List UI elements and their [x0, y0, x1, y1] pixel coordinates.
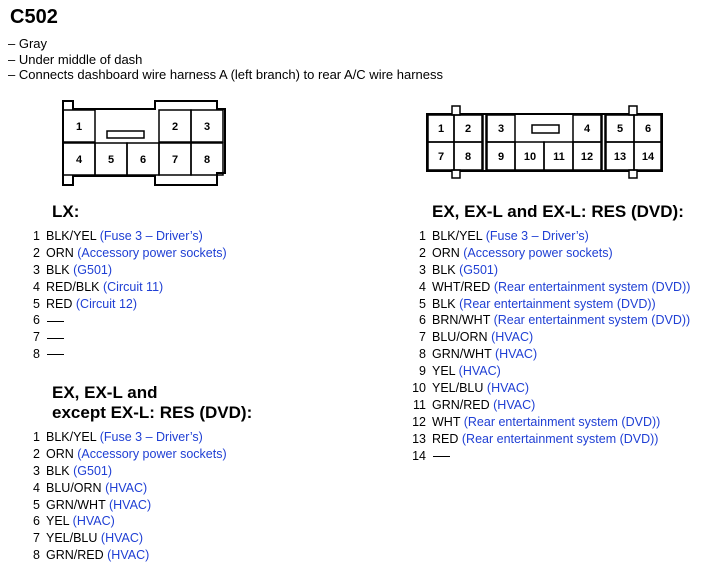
wire-color: YEL/BLU — [46, 531, 98, 546]
pin-number: 6 — [419, 313, 426, 328]
wire-color: BLK/YEL — [432, 229, 483, 243]
wire-color: GRN/RED — [46, 548, 104, 563]
wire-color: BLK — [432, 262, 456, 277]
pin-row — [406, 245, 690, 262]
connector-right-pin: 3 — [497, 123, 505, 135]
wire-color: ORN — [46, 446, 74, 461]
wire-description: (HVAC) — [100, 531, 144, 546]
wire-color: WHT — [432, 414, 461, 429]
connector-right-guide-top-left — [452, 106, 460, 115]
note-location: – Under middle of dash — [8, 51, 143, 67]
pin-list-res — [406, 228, 690, 464]
connector-right-pin: 8 — [464, 151, 472, 163]
connector-right-lock-tab — [532, 125, 559, 133]
pin-number: 2 — [33, 446, 40, 461]
wire-color: BLK/YEL — [46, 229, 97, 243]
unused-pin-dash — [47, 338, 64, 339]
wire-color: YEL/BLU — [432, 381, 484, 396]
wire-color: ORN — [432, 245, 460, 260]
wire-description: (Fuse 3 – Driver’s) — [99, 229, 203, 243]
pin-number: 8 — [419, 347, 426, 362]
pin-row — [32, 329, 227, 346]
page-title: C502 — [10, 6, 58, 28]
wire-description: (Accessory power sockets) — [77, 245, 227, 260]
unused-pin-dash — [47, 354, 64, 355]
pin-row — [406, 296, 690, 313]
connector-right-pin: 5 — [616, 123, 624, 135]
connector-right-pin: 4 — [583, 123, 591, 135]
wire-description: (HVAC) — [491, 330, 534, 345]
pin-number: 2 — [419, 245, 426, 260]
wire-description: (HVAC) — [494, 347, 538, 362]
wire-color: RED/BLK — [46, 279, 100, 294]
pin-row — [406, 262, 690, 279]
wire-description: (HVAC) — [108, 497, 152, 512]
wire-color: BLK/YEL — [46, 430, 97, 444]
connector-right-pin: 12 — [580, 151, 594, 163]
connector-right-pin: 9 — [497, 151, 505, 163]
pin-list-ex — [32, 429, 227, 564]
section-title-ex — [52, 383, 252, 423]
connector-left-pin: 7 — [171, 154, 179, 166]
connector-left-lock-tab — [107, 131, 144, 138]
wire-color: YEL — [46, 514, 70, 529]
pin-number: 7 — [33, 330, 40, 345]
pin-number: 12 — [412, 414, 426, 429]
wire-color: BLU/ORN — [46, 480, 102, 495]
wire-description: (Rear entertainment system (DVD)) — [459, 296, 656, 311]
section-title-ex-line1: EX, EX-L and — [52, 383, 158, 402]
pin-number: 4 — [419, 279, 426, 294]
pin-row — [32, 530, 227, 547]
wire-description: (Accessory power sockets) — [463, 245, 613, 260]
wire-description: (Circuit 12) — [75, 296, 138, 311]
wire-description: (Rear entertainment system (DVD)) — [463, 414, 661, 429]
pin-row — [32, 346, 227, 363]
pin-row — [406, 279, 690, 296]
wire-description: (G501) — [73, 262, 113, 277]
wire-description: (Accessory power sockets) — [77, 446, 227, 461]
pin-row — [406, 329, 690, 346]
wire-color: RED — [46, 296, 73, 311]
pin-number: 9 — [419, 364, 426, 379]
wire-color: BLK — [46, 463, 70, 478]
connector-left-pin: 1 — [75, 121, 83, 133]
connector-right-pin: 11 — [553, 151, 565, 163]
wire-color: YEL — [432, 364, 456, 379]
wire-color: BLK — [432, 296, 456, 311]
pin-row — [406, 380, 690, 397]
connector-left-pin: 4 — [75, 154, 83, 166]
section-title-lx: LX: — [52, 202, 80, 221]
connector-left-pin: 8 — [203, 154, 211, 166]
pin-row — [32, 446, 227, 463]
pin-row — [406, 228, 690, 245]
wire-description: (Rear entertainment system (DVD)) — [461, 431, 659, 446]
connector-right-pin: 6 — [644, 123, 652, 135]
connector-notes — [8, 36, 443, 83]
pin-number: 11 — [413, 397, 426, 412]
connector-right-pin: 7 — [437, 151, 445, 163]
pin-row — [32, 262, 227, 279]
wire-color: GRN/WHT — [432, 347, 492, 362]
pin-number: 4 — [33, 480, 40, 495]
pin-number: 13 — [412, 431, 426, 446]
connector-right-pin: 10 — [523, 151, 537, 163]
wire-description: (HVAC) — [493, 397, 536, 412]
pin-row — [406, 431, 690, 448]
pin-row — [32, 429, 227, 446]
pin-row — [32, 245, 227, 262]
wire-description: (Rear entertainment system (DVD)) — [493, 279, 691, 294]
pin-row — [406, 312, 690, 329]
wire-color: ORN — [46, 245, 74, 260]
pin-row — [406, 346, 690, 363]
wire-description: (G501) — [73, 463, 113, 478]
pin-number: 2 — [33, 245, 40, 260]
pin-number: 6 — [33, 514, 40, 529]
pin-number: 3 — [33, 463, 40, 478]
wire-description: (HVAC) — [107, 548, 150, 563]
wire-color: BRN/WHT — [432, 313, 491, 328]
pin-list-lx — [32, 228, 227, 363]
pin-row — [406, 414, 690, 431]
pin-row — [406, 363, 690, 380]
connector-right-pin: 2 — [464, 123, 472, 135]
connector-left-diagram — [58, 96, 228, 190]
section-title-res: EX, EX-L and EX-L: RES (DVD): — [432, 202, 684, 221]
pin-number: 7 — [33, 531, 40, 546]
wire-description: (HVAC) — [105, 480, 148, 495]
pin-row — [406, 397, 690, 414]
connector-right-pin: 13 — [613, 151, 627, 163]
pin-number: 7 — [419, 330, 426, 345]
connector-right-pin: 1 — [437, 123, 445, 135]
pin-row — [32, 497, 227, 514]
pin-number: 6 — [33, 313, 40, 328]
pin-row — [406, 448, 690, 465]
pin-number: 5 — [33, 296, 40, 311]
connector-left-pin: 2 — [171, 121, 179, 133]
pin-number: 5 — [419, 296, 426, 311]
connector-right-guide-bottom-right — [629, 170, 637, 178]
pin-row — [32, 296, 227, 313]
wire-description: (Fuse 3 – Driver’s) — [485, 229, 589, 243]
wire-color: GRN/WHT — [46, 497, 106, 512]
connector-right-guide-top-right — [629, 106, 637, 115]
pin-number: 3 — [33, 262, 40, 277]
pin-row — [32, 480, 227, 497]
pin-number: 8 — [33, 548, 40, 563]
wire-color: RED — [432, 431, 459, 446]
wire-description: (Circuit 11) — [102, 279, 164, 294]
wire-color: WHT/RED — [432, 279, 491, 294]
note-color: – Gray — [8, 36, 48, 51]
connector-right-diagram — [422, 102, 667, 182]
wire-color: BLK — [46, 262, 70, 277]
wire-description: (G501) — [459, 262, 499, 277]
pin-number: 1 — [33, 229, 40, 243]
pin-number: 5 — [33, 497, 40, 512]
pin-row — [32, 312, 227, 329]
connector-left-pin: 5 — [107, 154, 115, 166]
wire-description: (HVAC) — [458, 364, 501, 379]
connector-left-pin: 6 — [139, 154, 147, 166]
wire-description: (Fuse 3 – Driver’s) — [99, 430, 203, 444]
wire-description: (HVAC) — [72, 514, 115, 529]
unused-pin-dash — [433, 456, 450, 457]
connector-right-guide-bottom-left — [452, 170, 460, 178]
pin-row — [32, 228, 227, 245]
pin-number: 1 — [33, 430, 40, 444]
note-connects: – Connects dashboard wire harness A (left branch) to rear A/C wire harness — [8, 67, 443, 83]
pin-number: 8 — [33, 347, 40, 362]
pin-row — [32, 279, 227, 296]
pin-number: 14 — [412, 448, 426, 463]
pin-row — [32, 463, 227, 480]
unused-pin-dash — [47, 321, 64, 322]
section-title-ex-line2: except EX-L: RES (DVD): — [52, 403, 253, 422]
pin-number: 4 — [33, 279, 40, 294]
connector-right-pin: 14 — [641, 151, 655, 163]
wire-color: GRN/RED — [432, 397, 490, 412]
pin-row — [32, 547, 227, 564]
pin-number: 1 — [419, 229, 426, 243]
pin-number: 3 — [419, 262, 426, 277]
wire-description: (Rear entertainment system (DVD)) — [493, 313, 691, 328]
wire-color: BLU/ORN — [432, 330, 488, 345]
pin-row — [32, 513, 227, 530]
wire-description: (HVAC) — [486, 381, 530, 396]
connector-left-pin: 3 — [203, 121, 211, 133]
pin-number: 10 — [412, 381, 426, 396]
